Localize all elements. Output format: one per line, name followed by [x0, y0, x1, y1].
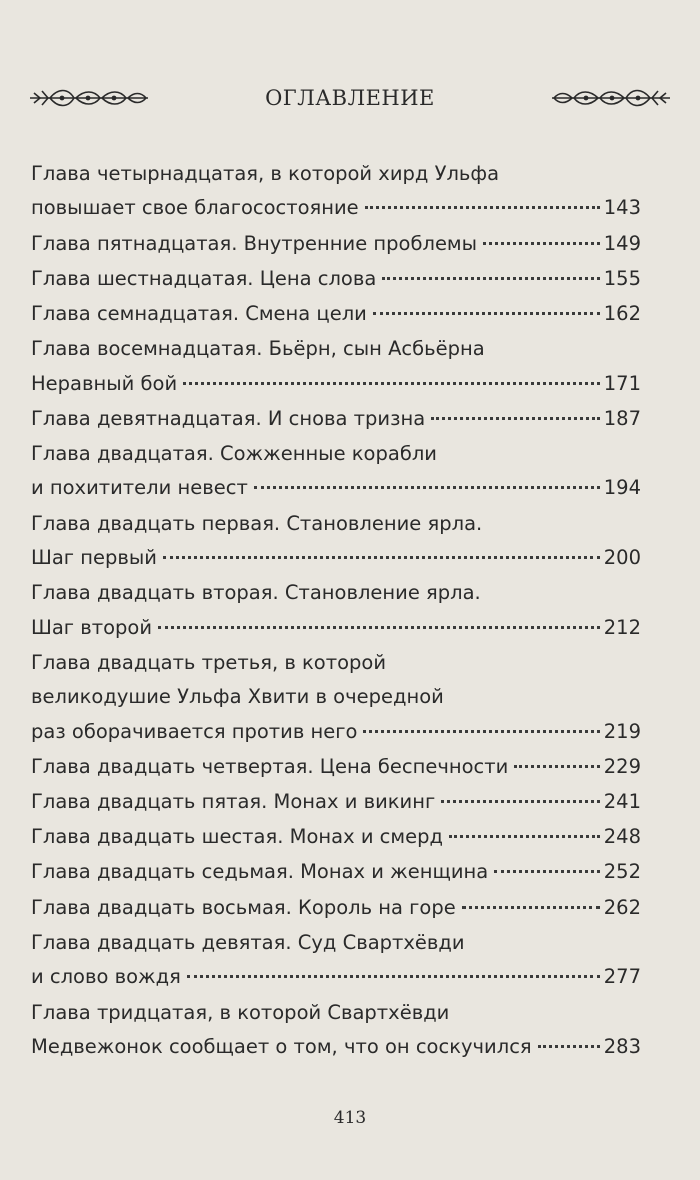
toc-entry-line: и слово вождя [31, 965, 181, 989]
toc-entry-line: Шаг первый [31, 546, 157, 570]
toc-entry[interactable] [31, 576, 641, 645]
toc-entry-line: Глава двадцать третья, в которой [31, 650, 387, 674]
toc-entry-last-line [31, 227, 641, 261]
toc-entry-line: Глава семнадцатая. Смена цели [31, 302, 367, 326]
toc-list [31, 157, 641, 1065]
toc-entry-line: Глава двадцать девятая. Суд Свартхёвди [31, 930, 465, 954]
dot-leader [382, 277, 599, 280]
toc-entry[interactable] [31, 157, 641, 226]
toc-page-number: 194 [603, 476, 641, 500]
toc-entry-last-line [31, 402, 641, 436]
dot-leader [183, 382, 600, 385]
dot-leader [483, 242, 600, 245]
toc-page-number: 229 [603, 754, 641, 778]
toc-page-number: 248 [603, 825, 641, 849]
toc-entry-last-line [31, 262, 641, 296]
dot-leader [514, 765, 599, 768]
toc-entry-line: Медвежонок сообщает о том, что он соскучился [31, 1034, 532, 1058]
dot-leader [254, 486, 600, 489]
toc-entry[interactable] [31, 996, 641, 1065]
toc-entry[interactable] [31, 402, 641, 436]
toc-entry-line: Неравный бой [31, 371, 178, 395]
toc-entry-line: Глава двадцать восьмая. Король на горе [31, 895, 456, 919]
dot-leader [538, 1045, 600, 1048]
left-ornament-icon [28, 83, 150, 113]
toc-entry-line: Глава двадцать первая. Становление ярла. [31, 511, 483, 535]
toc-page-number: 162 [603, 302, 641, 326]
toc-entry-last-line [31, 297, 641, 331]
toc-page-number: 219 [603, 719, 641, 743]
toc-entry-line: раз оборачивается против него [31, 719, 358, 743]
toc-entry-last-line [31, 471, 641, 505]
toc-entry-last-line [31, 715, 641, 749]
toc-entry-last-line [31, 960, 641, 994]
toc-entry-line: Глава пятнадцатая. Внутренние проблемы [31, 231, 478, 255]
toc-entry[interactable] [31, 646, 641, 749]
toc-entry-line: Глава шестнадцатая. Цена слова [31, 266, 377, 290]
toc-entry[interactable] [31, 820, 641, 854]
toc-entry-last-line [31, 855, 641, 889]
toc-entry[interactable] [31, 891, 641, 925]
toc-entry[interactable] [31, 926, 641, 995]
dot-leader [462, 906, 600, 909]
toc-page-number: 262 [603, 895, 641, 919]
toc-entry[interactable] [31, 332, 641, 401]
toc-entry-last-line [31, 611, 641, 645]
toc-entry[interactable] [31, 785, 641, 819]
toc-entry-line: Глава двадцать шестая. Монах и смерд [31, 825, 443, 849]
toc-entry-line: Глава двадцать вторая. Становление ярла. [31, 581, 481, 605]
toc-entry-last-line [31, 891, 641, 925]
toc-entry-last-line [31, 191, 641, 225]
toc-page-number: 241 [603, 790, 641, 814]
toc-entry-last-line [31, 785, 641, 819]
toc-title: ОГЛАВЛЕНИЕ [265, 86, 435, 110]
toc-entry[interactable] [31, 507, 641, 576]
toc-entry[interactable] [31, 437, 641, 506]
page-number: 413 [333, 1108, 367, 1128]
toc-entry-line: Глава четырнадцатая, в которой хирд Ульфа [31, 162, 500, 185]
toc-page-number: 277 [603, 965, 641, 989]
toc-page-number: 149 [603, 231, 641, 255]
toc-entry-line: Глава двадцатая. Сожженные корабли [31, 442, 437, 466]
toc-entry-line: великодушие Ульфа Хвити в очередной [31, 685, 444, 709]
toc-page-number: 187 [603, 406, 641, 430]
dot-leader [363, 730, 599, 733]
toc-entry-last-line [31, 1030, 641, 1064]
dot-leader [441, 800, 600, 803]
toc-entry-line: Глава девятнадцатая. И снова тризна [31, 406, 426, 430]
toc-entry-line: Шаг второй [31, 615, 153, 639]
toc-entry-line: Глава восемнадцатая. Бьёрн, сын Асбьёрна [31, 337, 485, 361]
dot-leader [187, 975, 600, 978]
toc-entry-last-line [31, 820, 641, 854]
toc-entry-line: повышает свое благосостояние [31, 196, 359, 220]
dot-leader [431, 417, 600, 420]
right-ornament-icon [550, 83, 672, 113]
toc-page-number: 155 [603, 266, 641, 290]
toc-entry-last-line [31, 367, 641, 401]
toc-entry[interactable] [31, 297, 641, 331]
toc-page-number: 200 [603, 546, 641, 570]
dot-leader [158, 626, 600, 629]
toc-entry[interactable] [31, 750, 641, 784]
toc-page-number: 143 [603, 196, 641, 220]
toc-header [28, 78, 672, 118]
toc-entry-line: Глава тридцатая, в которой Свартхёвди [31, 1000, 450, 1024]
dot-leader [494, 870, 600, 873]
dot-leader [365, 206, 600, 209]
dot-leader [373, 312, 600, 315]
toc-entry-line: Глава двадцать седьмая. Монах и женщина [31, 860, 489, 884]
toc-entry-last-line [31, 541, 641, 575]
toc-entry-line: и похитители невест [31, 476, 248, 500]
toc-entry[interactable] [31, 227, 641, 261]
dot-leader [163, 556, 600, 559]
dot-leader [449, 835, 600, 838]
toc-page-number: 252 [603, 860, 641, 884]
toc-entry-line: Глава двадцать четвертая. Цена беспечности [31, 754, 509, 778]
toc-entry-line: Глава двадцать пятая. Монах и викинг [31, 790, 436, 814]
toc-page-number: 283 [603, 1034, 641, 1058]
toc-entry[interactable] [31, 262, 641, 296]
toc-entry[interactable] [31, 855, 641, 889]
toc-page-number: 171 [603, 371, 641, 395]
toc-entry-last-line [31, 750, 641, 784]
toc-page-number: 212 [603, 615, 641, 639]
